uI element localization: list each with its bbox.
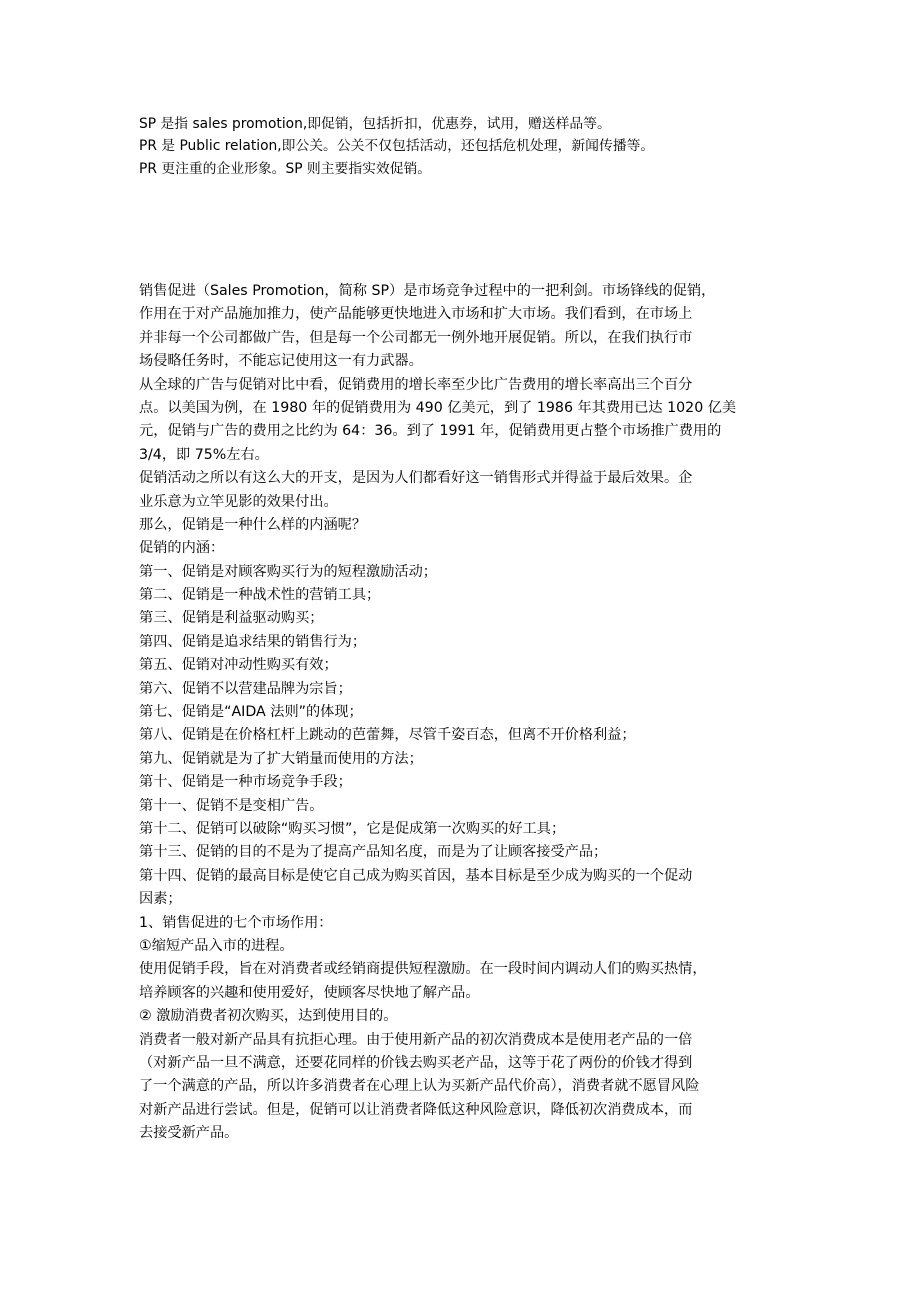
list-item: 第一、促销是对顾客购买行为的短程激励活动； <box>139 563 437 580</box>
subheading: ①缩短产品入市的进程。 <box>139 937 294 954</box>
list-item: 第三、促销是利益驱动购买； <box>139 610 324 627</box>
text-line: 因素； <box>139 891 182 908</box>
text-line: 去接受新产品。 <box>139 1125 239 1142</box>
text-line: 促销的内涵： <box>139 540 225 557</box>
list-item: 第十一、促销不是变相广告。 <box>139 797 324 814</box>
text-line: 培养顾客的兴趣和使用爱好，使顾客尽快地了解产品。 <box>139 984 480 1001</box>
text-line: PR 更注重的企业形象。SP 则主要指实效促销。 <box>139 160 432 177</box>
list-item: 第七、促销是“AIDA 法则”的体现； <box>139 704 363 721</box>
list-item: 第五、促销对冲动性购买有效； <box>139 657 338 674</box>
text-line: 了一个满意的产品，所以许多消费者在心理上认为买新产品代价高），消费者就不愿冒风险 <box>139 1078 700 1095</box>
text-line: SP 是指 sales promotion,即促销，包括折扣，优惠券，试用，赠送样品等。 <box>139 116 611 132</box>
text-line: 使用促销手段，旨在对消费者或经销商提供短程激励。在一段时间内调动人们的购买热情， <box>139 961 707 978</box>
section-heading: 1、销售促进的七个市场作用： <box>139 914 333 931</box>
text-line: 业乐意为立竿见影的效果付出。 <box>139 493 338 510</box>
text-line: 销售促进（Sales Promotion，简称 SP）是市场竞争过程中的一把利剑。市场锋线的促销， <box>139 283 716 299</box>
text-line: 场侵略任务时，不能忘记使用这一有力武器。 <box>139 353 423 370</box>
text-line: 消费者一般对新产品具有抗拒心理。由于使用新产品的初次消费成本是使用老产品的一倍 <box>139 1031 693 1048</box>
list-item: 第十三、促销的目的不是为了提高产品知名度，而是为了让顾客接受产品； <box>139 844 608 861</box>
text-line: 并非每一个公司都做广告，但是每一个公司都无一例外地开展促销。所以，在我们执行市 <box>139 329 693 346</box>
list-item: 第四、促销是追求结果的销售行为； <box>139 633 367 650</box>
text-line: 点。以美国为例，在 1980 年的促销费用为 490 亿美元，到了 1986 年其费用已达 1020 亿美 <box>139 399 737 416</box>
list-item: 第八、促销是在价格杠杆上跳动的芭蕾舞，尽管千姿百态，但离不开价格利益； <box>139 727 636 744</box>
text-line: （对新产品一旦不满意，还要花同样的价钱去购买老产品，这等于花了两份的价钱才得到 <box>139 1054 693 1071</box>
list-item: 第十四、促销的最高目标是使它自己成为购买首因，基本目标是至少成为购买的一个促动 <box>139 867 693 884</box>
intro-paragraph <box>139 113 784 180</box>
list-item: 第六、促销不以营建品牌为宗旨； <box>139 680 352 697</box>
text-line: 元，促销与广告的费用之比约为 64：36。到了 1991 年，促销费用更占整个市场推广费用的 <box>139 423 722 440</box>
text-line: 3/4，即 75%左右。 <box>139 446 269 463</box>
text-line: 促销活动之所以有这么大的开支，是因为人们都看好这一销售形式并得益于最后效果。企 <box>139 470 693 487</box>
text-line: 对新产品进行尝试。但是，促销可以让消费者降低这种风险意识，降低初次消费成本，而 <box>139 1101 693 1118</box>
list-item: 第十二、促销可以破除“购买习惯”，它是促成第一次购买的好工具； <box>139 820 566 837</box>
text-line: 那么，促销是一种什么样的内涵呢？ <box>139 516 367 533</box>
list-item: 第十、促销是一种市场竞争手段； <box>139 774 352 791</box>
text-line: PR 是 Public relation,即公关。公关不仅包括活动，还包括危机处理，新闻传播等。 <box>139 138 655 155</box>
list-item: 第九、促销就是为了扩大销量而使用的方法； <box>139 750 423 767</box>
list-item: 第二、促销是一种战术性的营销工具； <box>139 587 381 604</box>
text-line: 从全球的广告与促销对比中看，促销费用的增长率至少比广告费用的增长率高出三个百分 <box>139 376 693 393</box>
body-text <box>139 280 784 1145</box>
subheading: ② 激励消费者初次购买，达到使用目的。 <box>139 1008 398 1025</box>
text-line: 作用在于对产品施加推力，使产品能够更快地进入市场和扩大市场。我们看到，在市场上 <box>139 306 693 323</box>
